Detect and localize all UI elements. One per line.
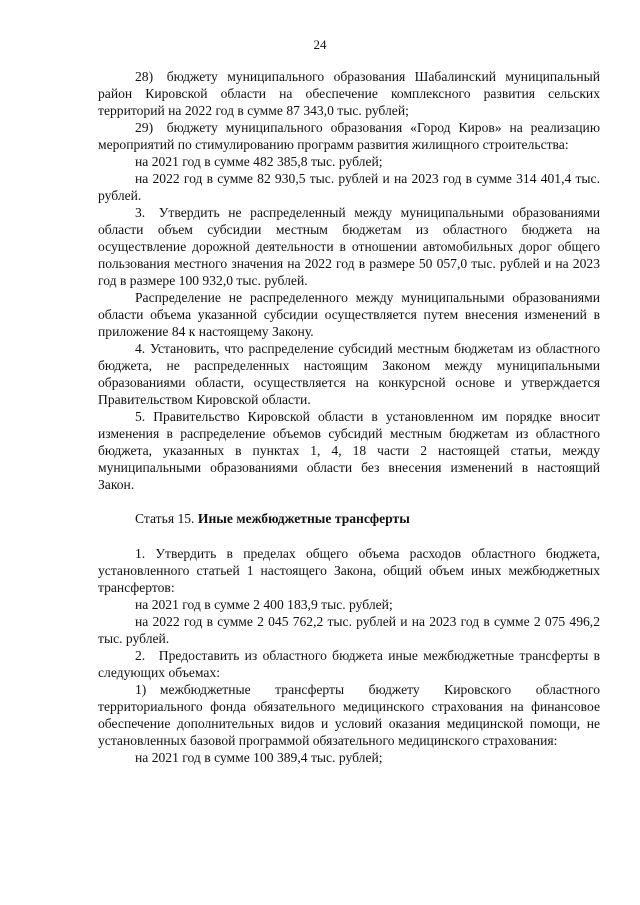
paragraph-transfers-2022-2023: на 2022 год в сумме 2 045 762,2 тыс. рублей и на 2023 год в сумме 2 075 496,2 тыс. рублей.	[98, 614, 600, 646]
paragraph-amount-2022-2023: на 2022 год в сумме 82 930,5 тыс. рублей и на 2023 год в сумме 314 401,4 тыс. рублей.	[98, 171, 600, 203]
article-heading	[98, 510, 600, 527]
paragraph-item-29: 29) бюджету муниципального образования «Город Киров» на реализацию мероприятий по стимулированию программ развития жилищного строительства:	[98, 120, 600, 152]
page-number: 24	[313, 37, 327, 52]
paragraph-point-4: 4. Установить, что распределение субсидий местным бюджетам из областного бюджета, не распределенных настоящим Законом между муниципальными образованиями области, осуществляется на конкурсной основе и утверждается Правительством Кировской области.	[98, 341, 600, 407]
paragraph-point-5: 5. Правительство Кировской области в установленном им порядке вносит изменения в распределение объемов субсидий местным бюджетам из областного бюджета, указанных в пунктах 1, 4, 18 части 2 настоящей статьи, между муниципальными образованиями области без внесения изменений в настоящий Закон.	[98, 409, 600, 492]
paragraph-point-3: 3. Утвердить не распределенный между муниципальными образованиями области объем субсидии местным бюджетам из областного бюджета на осуществление дорожной деятельности в отношении автомобильных дорог общего пользования местного значения на 2022 год в размере 50 057,0 тыс. рублей и на 2023 год в размере 100 932,0 тыс. рублей.	[98, 205, 600, 288]
paragraph-distribution: Распределение не распределенного между муниципальными образованиями области объема указанной субсидии осуществляется путем внесения изменений в приложение 84 к настоящему Закону.	[98, 290, 600, 339]
paragraph-transfers-item-1: 1) межбюджетные трансферты бюджету Кировского областного территориального фонда обязательного медицинского страхования на финансовое обеспечение дополнительных видов и условий оказания медицинской помощи, не установленных базовой программой обязательного медицинского страхования:	[98, 682, 600, 748]
article-title: Иные межбюджетные трансферты	[197, 511, 410, 526]
paragraph-amount-2021: на 2021 год в сумме 482 385,8 тыс. рублей;	[135, 154, 383, 169]
paragraph-transfers-2: 2. Предоставить из областного бюджета иные межбюджетные трансферты в следующих объемах:	[98, 648, 600, 680]
document-body	[98, 68, 600, 766]
paragraph-transfers-1: 1. Утвердить в пределах общего объема расходов областного бюджета, установленного статьей 1 настоящего Закона, общий объем иных межбюджетных трансфертов:	[98, 546, 600, 595]
article-prefix: Статья 15.	[135, 511, 195, 526]
paragraph-transfers-item-1-2021: на 2021 год в сумме 100 389,4 тыс. рублей;	[135, 750, 383, 765]
paragraph-transfers-2021: на 2021 год в сумме 2 400 183,9 тыс. рублей;	[135, 597, 393, 612]
paragraph-item-28: 28) бюджету муниципального образования Шабалинский муниципальный район Кировской области на обеспечение комплексного развития сельских территорий на 2022 год в сумме 87 343,0 тыс. рублей;	[98, 69, 600, 118]
